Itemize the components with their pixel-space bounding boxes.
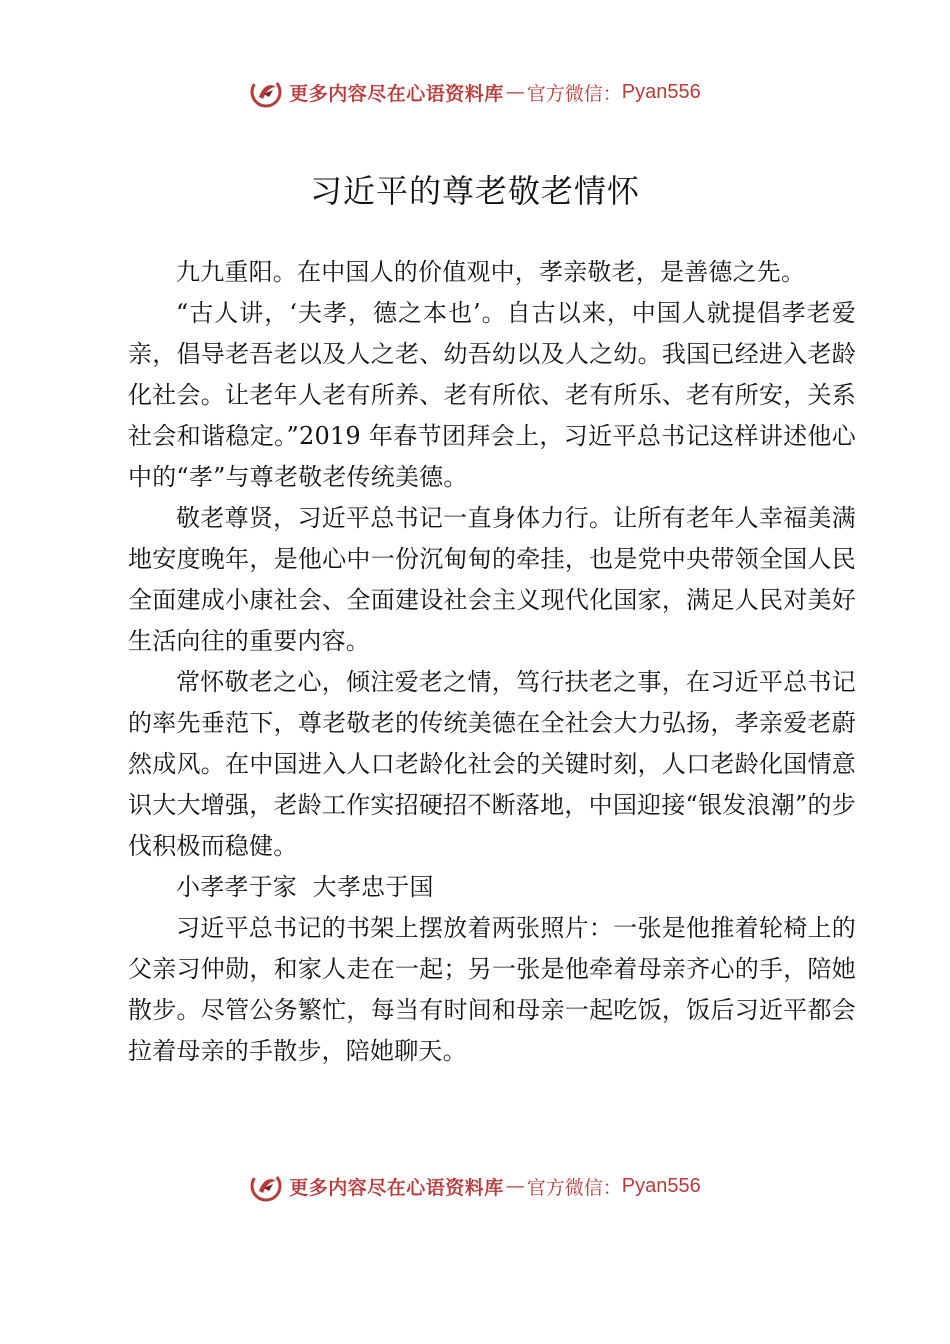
document-body: [128, 252, 856, 1072]
banner-wechat-id: Pyan556: [621, 1174, 701, 1197]
header-banner: [0, 72, 950, 112]
section-subheading: 小孝孝于家 大孝忠于国: [176, 873, 434, 901]
paragraph-5: 习近平总书记的书架上摆放着两张照片：一张是他推着轮椅上的父亲习仲勋，和家人走在一起；另一张是他牵着母亲齐心的手，陪她散步。尽管公务繁忙，每当有时间和母亲一起吃饭，饭后习近平都会拉着母亲的手散步，陪她聊天。: [128, 914, 856, 1065]
red-swirl-logo-icon: [249, 1169, 283, 1203]
banner-separator: —: [505, 81, 525, 103]
banner-separator: —: [505, 1175, 525, 1197]
paragraph-1: 九九重阳。在中国人的价值观中，孝亲敬老，是善德之先。: [176, 258, 806, 286]
banner-text: 更多内容尽在心语资料库: [289, 1176, 504, 1199]
banner-wechat-label: 官方微信：: [526, 1176, 622, 1199]
red-swirl-logo-icon: [249, 75, 283, 109]
banner-wechat-id: Pyan556: [621, 80, 701, 103]
paragraph-2: “古人讲，‘夫孝，德之本也’。自古以来，中国人就提倡孝老爱亲，倡导老吾老以及人之老、幼吾幼以及人之幼。我国已经进入老龄化社会。让老年人老有所养、老有所依、老有所乐、老有所安，关系社会和谐稳定。”2019 年春节团拜会上，习近平总书记这样讲述他心中的“孝”与尊老敬老传统美德。: [128, 299, 856, 491]
banner-text: 更多内容尽在心语资料库: [289, 82, 504, 105]
paragraph-4: 常怀敬老之心，倾注爱老之情，笃行扶老之事，在习近平总书记的率先垂范下，尊老敬老的传统美德在全社会大力弘扬，孝亲爱老蔚然成风。在中国进入人口老龄化社会的关键时刻，人口老龄化国情意识大大增强，老龄工作实招硬招不断落地，中国迎接“银发浪潮”的步伐积极而稳健。: [128, 668, 856, 860]
footer-banner: [0, 1166, 950, 1206]
paragraph-3: 敬老尊贤，习近平总书记一直身体力行。让所有老年人幸福美满地安度晚年，是他心中一份沉甸甸的牵挂，也是党中央带领全国人民全面建成小康社会、全面建设社会主义现代化国家，满足人民对美好生活向往的重要内容。: [128, 504, 856, 655]
document-title: 习近平的尊老敬老情怀: [309, 172, 640, 210]
banner-wechat-label: 官方微信：: [526, 82, 622, 105]
